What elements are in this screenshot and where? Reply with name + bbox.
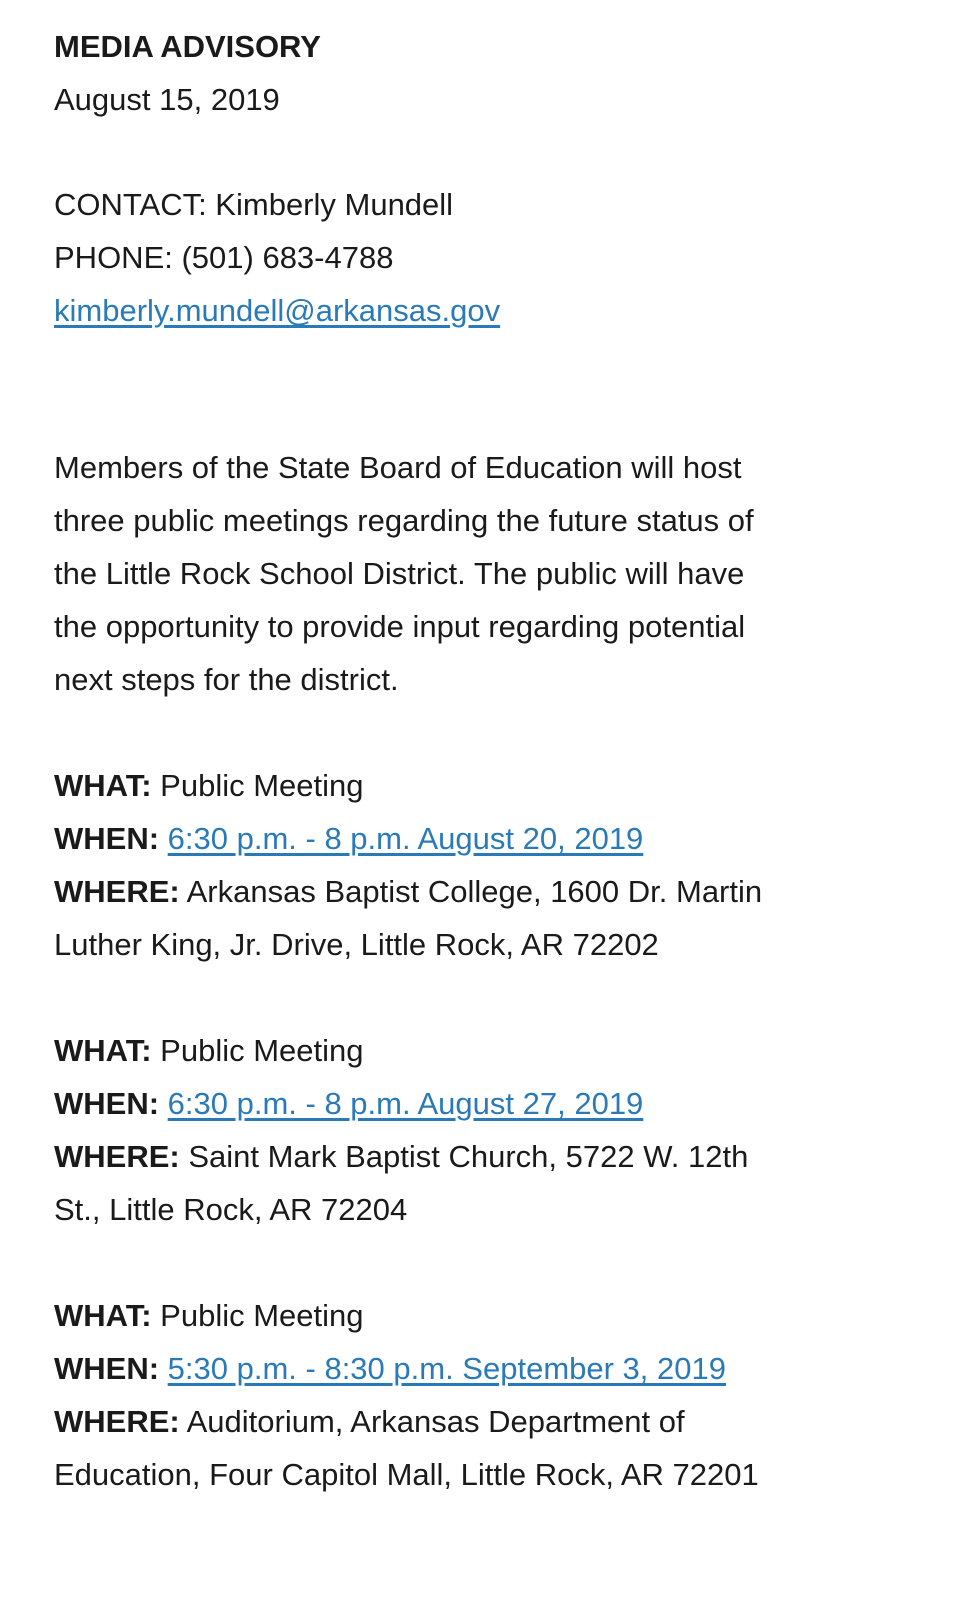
intro-line: next steps for the district. (54, 662, 399, 697)
when-label: WHEN: (54, 1086, 160, 1121)
meeting-where-value: Saint Mark Baptist Church, 5722 W. 12th (179, 1139, 749, 1174)
where-label: WHERE: (54, 874, 180, 909)
what-label: WHAT: (54, 1033, 152, 1068)
where-label: WHERE: (54, 1404, 180, 1439)
contact-phone: PHONE: (501) 683-4788 (54, 240, 394, 275)
meeting-where-value: Auditorium, Arkansas Department of (179, 1404, 685, 1439)
meeting-when (54, 1342, 918, 1395)
when-label: WHEN: (54, 821, 160, 856)
meeting-what-value: Public Meeting (151, 768, 364, 803)
contact-email-link[interactable]: kimberly.mundell@arkansas.gov (54, 293, 501, 328)
intro-paragraph (54, 441, 918, 706)
contact-email-row (54, 284, 918, 337)
meeting-what (54, 1024, 918, 1077)
when-label: WHEN: (54, 1351, 160, 1386)
intro-line: the opportunity to provide input regarding potential (54, 609, 746, 644)
meeting-when (54, 812, 918, 865)
meeting-where (54, 1395, 918, 1448)
meeting-what (54, 759, 918, 812)
spacer (54, 1236, 918, 1289)
meeting-what-value: Public Meeting (151, 1298, 364, 1333)
what-label: WHAT: (54, 768, 152, 803)
meeting-block-2 (54, 1024, 918, 1236)
meeting-where-continued: St., Little Rock, AR 72204 (54, 1192, 408, 1227)
meeting-where (54, 1130, 918, 1183)
meeting-what (54, 1289, 918, 1342)
meeting-what-value: Public Meeting (151, 1033, 364, 1068)
spacer (54, 706, 918, 759)
meeting-block-3 (54, 1289, 918, 1501)
spacer (54, 337, 918, 415)
intro-line: the Little Rock School District. The public will have (54, 556, 745, 591)
intro-line: three public meetings regarding the future status of (54, 503, 754, 538)
what-label: WHAT: (54, 1298, 152, 1333)
meeting-when-link[interactable]: 6:30 p.m. - 8 p.m. August 27, 2019 (167, 1086, 644, 1121)
advisory-date: August 15, 2019 (54, 82, 280, 117)
meeting-where (54, 865, 918, 918)
meeting-when-link[interactable]: 5:30 p.m. - 8:30 p.m. September 3, 2019 (167, 1351, 726, 1386)
meeting-where-continued: Luther King, Jr. Drive, Little Rock, AR 72202 (54, 927, 659, 962)
intro-line: Members of the State Board of Education will host (54, 450, 742, 485)
meeting-when-link[interactable]: 6:30 p.m. - 8 p.m. August 20, 2019 (167, 821, 644, 856)
meeting-where-continued: Education, Four Capitol Mall, Little Rock, AR 72201 (54, 1457, 759, 1492)
where-label: WHERE: (54, 1139, 180, 1174)
spacer (54, 126, 918, 151)
meeting-block-1 (54, 759, 918, 971)
spacer (54, 971, 918, 1024)
meeting-when (54, 1077, 918, 1130)
contact-name: CONTACT: Kimberly Mundell (54, 187, 454, 222)
spacer (54, 415, 918, 441)
spacer (54, 151, 918, 178)
meeting-where-value: Arkansas Baptist College, 1600 Dr. Martin (179, 874, 763, 909)
advisory-title: MEDIA ADVISORY (54, 29, 321, 64)
